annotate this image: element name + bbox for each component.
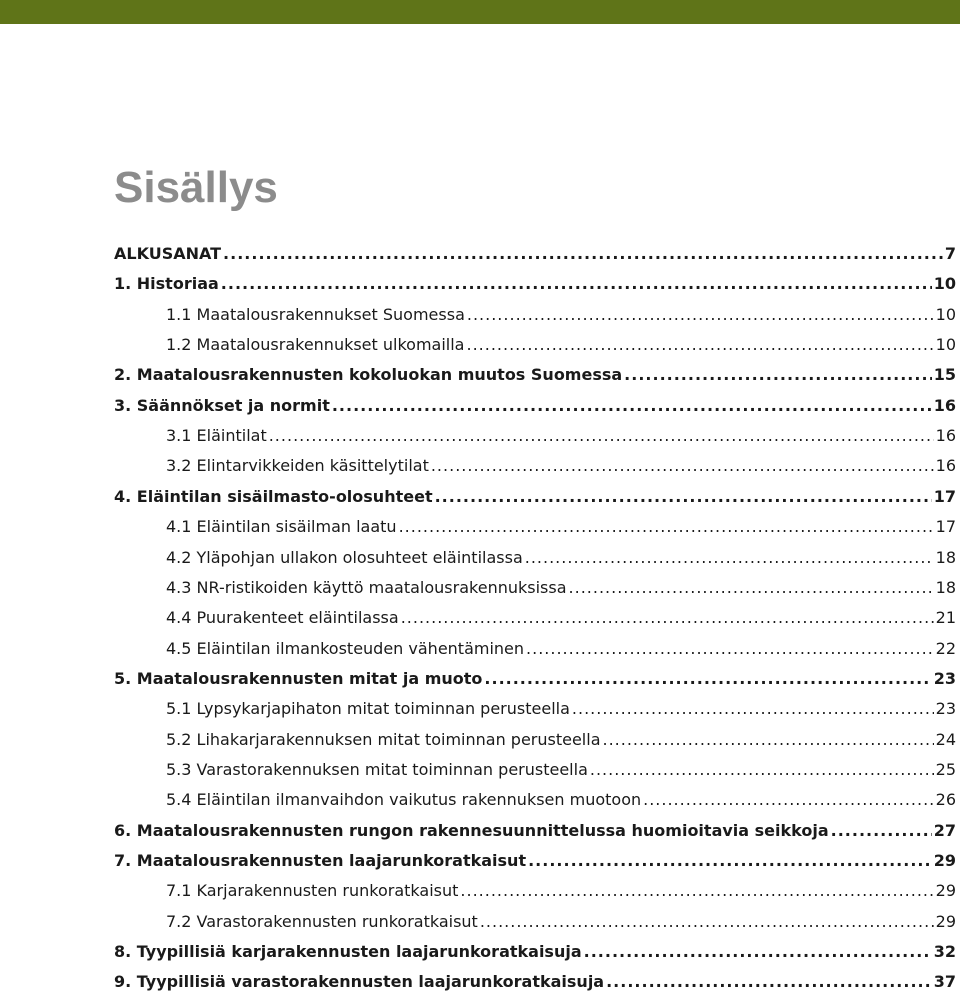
toc-entry[interactable] xyxy=(114,272,956,296)
toc-entry-label: 5.1 Lypsykarjapihaton mitat toiminnan perusteella xyxy=(166,699,570,718)
toc-entry-label: 5.2 Lihakarjarakennuksen mitat toiminnan perusteella xyxy=(166,730,601,749)
dot-leader xyxy=(831,819,932,843)
toc-entry-label: 5.4 Eläintilan ilmanvaihdon vaikutus rakennuksen muotoon xyxy=(166,790,642,809)
toc-entry-page-number: 17 xyxy=(935,517,956,536)
toc-entry[interactable] xyxy=(166,303,956,327)
toc-entry[interactable] xyxy=(166,546,956,570)
toc-entry[interactable] xyxy=(114,940,956,964)
toc-entry-page-number: 16 xyxy=(935,456,956,475)
dot-leader xyxy=(221,272,932,296)
toc-entry-label: 5.3 Varastorakennuksen mitat toiminnan perusteella xyxy=(166,760,588,779)
toc-entry-page-number: 18 xyxy=(935,578,956,597)
toc-entry-page-number: 16 xyxy=(935,426,956,445)
dot-leader xyxy=(431,454,934,478)
toc-entry-page-number: 32 xyxy=(933,942,956,961)
toc-entry[interactable] xyxy=(114,394,956,418)
toc-entry-page-number: 23 xyxy=(935,699,956,718)
dot-leader xyxy=(480,910,934,934)
toc-entry[interactable] xyxy=(166,606,956,630)
toc-entry[interactable] xyxy=(114,849,956,873)
toc-entry[interactable] xyxy=(166,910,956,934)
dot-leader xyxy=(269,424,934,448)
toc-entry-page-number: 21 xyxy=(935,608,956,627)
toc-entry-page-number: 18 xyxy=(935,548,956,567)
toc-entry[interactable] xyxy=(166,788,956,812)
dot-leader xyxy=(401,606,934,630)
toc-entry-page-number: 22 xyxy=(935,639,956,658)
toc-entry-page-number: 27 xyxy=(933,821,956,840)
toc-entry-label: 1. Historiaa xyxy=(114,274,219,293)
toc-entry-label: 4. Eläintilan sisäilmasto-olosuhteet xyxy=(114,487,433,506)
toc-entry-page-number: 10 xyxy=(935,305,956,324)
dot-leader xyxy=(606,970,932,994)
toc-entry-page-number: 15 xyxy=(933,365,956,384)
toc-entry-label: 4.4 Puurakenteet eläintilassa xyxy=(166,608,399,627)
dot-leader xyxy=(460,879,933,903)
dot-leader xyxy=(484,667,931,691)
toc-entry-page-number: 29 xyxy=(933,851,956,870)
dot-leader xyxy=(643,788,934,812)
toc-entry-label: 7. Maatalousrakennusten laajarunkoratkaisut xyxy=(114,851,527,870)
toc-entry-label: 3.1 Eläintilat xyxy=(166,426,267,445)
toc-entry-page-number: 7 xyxy=(944,244,956,263)
dot-leader xyxy=(435,485,932,509)
toc-entry-label: 4.1 Eläintilan sisäilman laatu xyxy=(166,517,397,536)
toc-entry[interactable] xyxy=(114,667,956,691)
dot-leader xyxy=(467,303,934,327)
toc-entry-label: 7.2 Varastorakennusten runkoratkaisut xyxy=(166,912,478,931)
toc-entry-page-number: 37 xyxy=(933,972,956,991)
dot-leader xyxy=(223,242,943,266)
toc-entry[interactable] xyxy=(166,515,956,539)
toc-entry-label: 4.2 Yläpohjan ullakon olosuhteet eläintilassa xyxy=(166,548,523,567)
toc-entry-label: 6. Maatalousrakennusten rungon rakennesuunnittelussa huomioitavia seikkoja xyxy=(114,821,829,840)
toc-entry-label: 7.1 Karjarakennusten runkoratkaisut xyxy=(166,881,459,900)
toc-entry-page-number: 29 xyxy=(935,881,956,900)
toc-entry[interactable] xyxy=(166,576,956,600)
toc-entry[interactable] xyxy=(166,637,956,661)
toc-entry-label: ALKUSANAT xyxy=(114,244,222,263)
toc-entry[interactable] xyxy=(166,728,956,752)
dot-leader xyxy=(399,515,934,539)
toc-entry-label: 3.2 Elintarvikkeiden käsittelytilat xyxy=(166,456,429,475)
toc-entry-label: 4.5 Eläintilan ilmankosteuden vähentäminen xyxy=(166,639,525,658)
dot-leader xyxy=(569,576,934,600)
toc-entry-label: 4.3 NR-ristikoiden käyttö maatalousrakennuksissa xyxy=(166,578,567,597)
toc-entry[interactable] xyxy=(166,697,956,721)
toc-entry-label: 2. Maatalousrakennusten kokoluokan muutos Suomessa xyxy=(114,365,623,384)
dot-leader xyxy=(590,758,934,782)
toc-entry-page-number: 26 xyxy=(935,790,956,809)
dot-leader xyxy=(525,546,934,570)
toc-entry-label: 5. Maatalousrakennusten mitat ja muoto xyxy=(114,669,483,688)
toc-entry[interactable] xyxy=(166,333,956,357)
toc-entry-page-number: 10 xyxy=(933,274,956,293)
dot-leader xyxy=(572,697,934,721)
toc-entry[interactable] xyxy=(114,363,956,387)
toc-entry-label: 3. Säännökset ja normit xyxy=(114,396,330,415)
toc-entry-label: 9. Tyypillisiä varastorakennusten laajarunkoratkaisuja xyxy=(114,972,605,991)
toc-entry-page-number: 16 xyxy=(933,396,956,415)
dot-leader xyxy=(332,394,932,418)
toc-entry[interactable] xyxy=(166,424,956,448)
toc-entry[interactable] xyxy=(166,879,956,903)
page-title: Sisällys xyxy=(114,163,278,212)
toc-entry[interactable] xyxy=(114,970,956,994)
dot-leader xyxy=(526,637,934,661)
toc-entry-page-number: 10 xyxy=(935,335,956,354)
dot-leader xyxy=(466,333,933,357)
toc-entry[interactable] xyxy=(114,485,956,509)
toc-entry-page-number: 29 xyxy=(935,912,956,931)
toc-entry-label: 1.2 Maatalousrakennukset ulkomailla xyxy=(166,335,465,354)
toc-entry-page-number: 23 xyxy=(933,669,956,688)
toc-entry-page-number: 24 xyxy=(935,730,956,749)
toc-entry[interactable] xyxy=(114,819,956,843)
dot-leader xyxy=(603,728,934,752)
top-accent-bar xyxy=(0,0,960,24)
toc-entry-page-number: 17 xyxy=(933,487,956,506)
toc-entry[interactable] xyxy=(114,242,956,266)
toc-entry[interactable] xyxy=(166,454,956,478)
dot-leader xyxy=(624,363,932,387)
toc-entry-label: 8. Tyypillisiä karjarakennusten laajarunkoratkaisuja xyxy=(114,942,582,961)
toc-entry-label: 1.1 Maatalousrakennukset Suomessa xyxy=(166,305,465,324)
toc-entry[interactable] xyxy=(166,758,956,782)
dot-leader xyxy=(528,849,932,873)
dot-leader xyxy=(584,940,932,964)
toc-entry-page-number: 25 xyxy=(935,760,956,779)
